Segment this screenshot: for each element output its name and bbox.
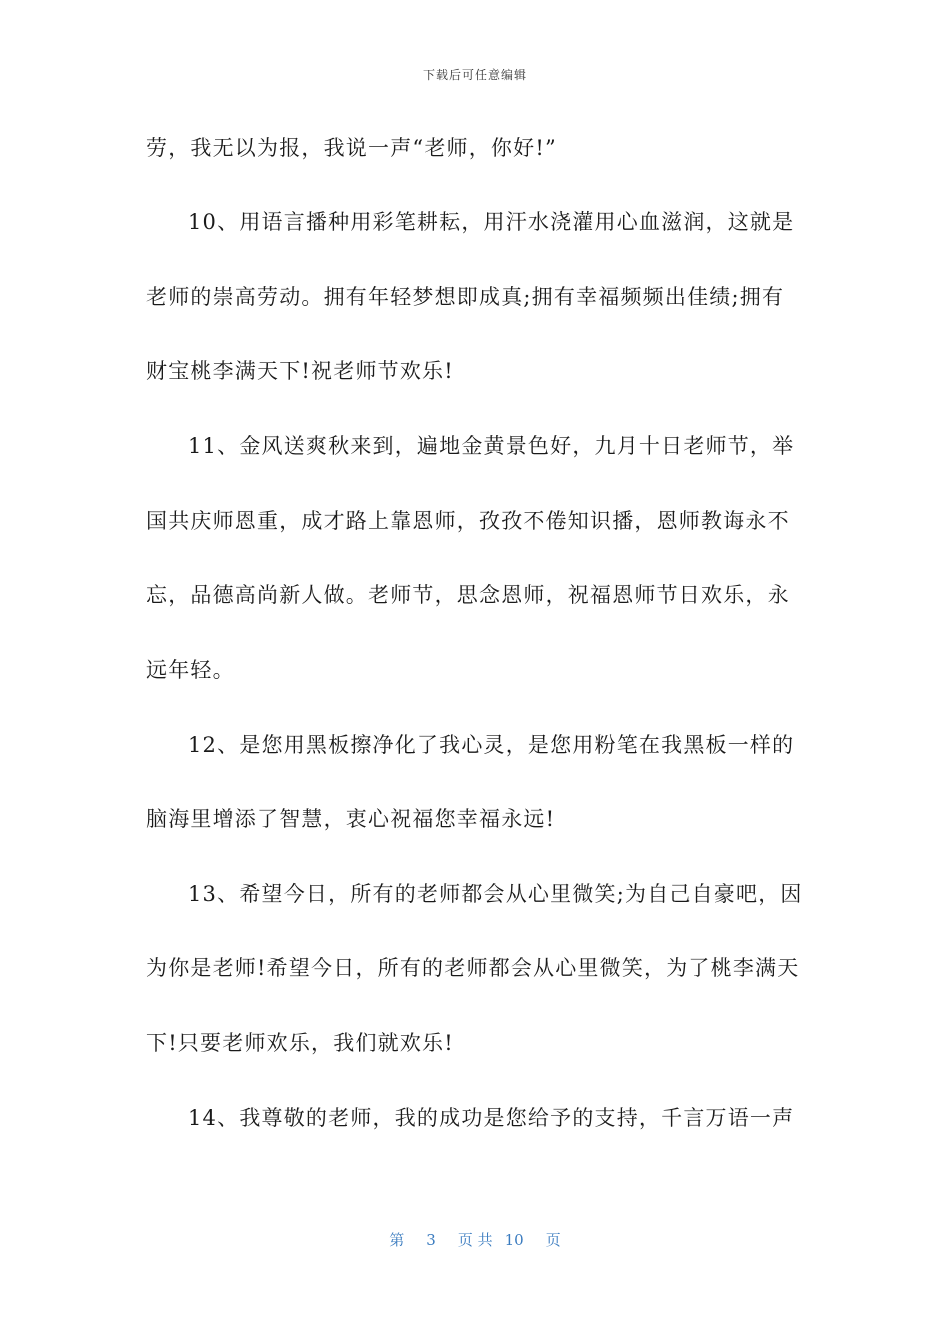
footer-prefix: 第: [389, 1231, 405, 1249]
page-total: 10: [504, 1231, 524, 1249]
text-line: 10、用语言播种用彩笔耕耘，用汗水浇灌用心血滋润，这就是: [188, 210, 795, 234]
text-line: 脑海里增添了智慧，衷心祝福您幸福永远!: [146, 807, 556, 831]
page-footer: [0, 1229, 950, 1250]
text-line: 14、我尊敬的老师，我的成功是您给予的支持，千言万语一声: [188, 1106, 795, 1130]
text-line: 下!只要老师欢乐，我们就欢乐!: [146, 1031, 454, 1055]
page-number: 3: [426, 1231, 436, 1249]
header-note: 下载后可任意编辑: [422, 68, 527, 82]
text-line: 老师的崇高劳动。拥有年轻梦想即成真;拥有幸福频频出佳绩;拥有: [146, 285, 785, 309]
text-line: 财宝桃李满天下!祝老师节欢乐!: [146, 359, 454, 383]
text-line: 国共庆师恩重，成才路上靠恩师，孜孜不倦知识播，恩师教诲永不: [146, 509, 790, 533]
text-line: 13、希望今日，所有的老师都会从心里微笑;为自己自豪吧，因: [188, 882, 803, 906]
footer-middle: 页 共: [457, 1231, 493, 1249]
footer-suffix: 页: [545, 1231, 561, 1249]
text-line: 11、金风送爽秋来到，遍地金黄景色好，九月十日老师节，举: [188, 434, 795, 458]
text-line: 忘，品德高尚新人做。老师节，思念恩师，祝福恩师节日欢乐，永: [146, 583, 790, 607]
text-line: 劳，我无以为报，我说一声“老师，你好!”: [146, 136, 557, 160]
text-line: 远年轻。: [146, 658, 235, 682]
text-line: 12、是您用黑板擦净化了我心灵，是您用粉笔在我黑板一样的: [188, 733, 795, 757]
text-line: 为你是老师!希望今日，所有的老师都会从心里微笑，为了桃李满天: [146, 956, 800, 980]
